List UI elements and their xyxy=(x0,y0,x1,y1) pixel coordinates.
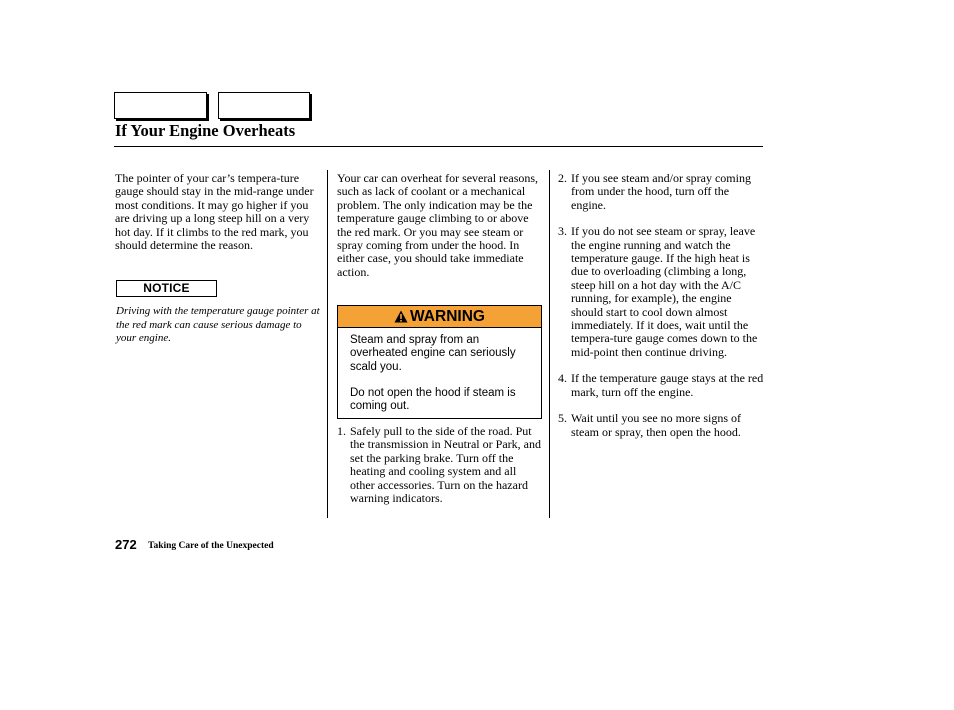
step-number: 4. xyxy=(558,371,567,386)
step-number: 3. xyxy=(558,224,567,239)
column-divider-2 xyxy=(549,170,550,518)
page-number: 272 xyxy=(115,537,137,552)
page-title: If Your Engine Overheats xyxy=(115,121,296,140)
overheat-reasons-paragraph: Your car can overheat for several reasons, such as lack of coolant or a mechanical problem. The only indication may be the temperature gauge climbing to or above the red mark. Or you may see steam or spray coming from under the hood. In either case, you should take immediate action. xyxy=(337,171,539,279)
nav-tab-box-2 xyxy=(218,92,310,119)
step-number: 5. xyxy=(558,411,567,426)
section-name: Taking Care of the Unexpected xyxy=(148,541,274,551)
warning-text-1: Steam and spray from an overheated engine can seriously scald you. xyxy=(350,334,516,373)
step-item xyxy=(558,172,766,212)
column-1 xyxy=(115,172,320,252)
warning-header xyxy=(338,306,541,328)
step-number: 1. xyxy=(337,424,346,438)
step-text: If you do not see steam or spray, leave the engine running and watch the temperature gauge. If the high heat is due to overloading (climbing a long, steep hill on a hot day with the A/C running, for example), the engine should start to cool down almost immediately. If it does, wait until the tempera-ture gauge comes down to the mid-point then continue driving. xyxy=(571,224,758,359)
step-number: 2. xyxy=(558,171,567,185)
warning-triangle-icon xyxy=(394,308,408,329)
step-item xyxy=(558,225,766,359)
step-1-block xyxy=(337,425,542,505)
step-text: Safely pull to the side of the road. Put the transmission in Neutral or Park, and set the parking brake. Turn off the heating and cooling system and all other accessories. Turn on the hazard warning indicators. xyxy=(350,424,541,506)
step-item xyxy=(337,425,542,505)
step-item xyxy=(558,372,766,399)
step-text: If you see steam and/or spray coming from under the hood, turn off the engine. xyxy=(571,171,751,212)
step-text: Wait until you see no more signs of steam or spray, then open the hood. xyxy=(571,411,742,439)
nav-tab-box-1 xyxy=(114,92,207,119)
column-2 xyxy=(337,172,542,279)
warning-box xyxy=(337,305,542,419)
warning-label: WARNING xyxy=(410,308,485,325)
title-rule xyxy=(114,146,763,147)
step-item xyxy=(558,412,766,439)
notice-text: Driving with the temperature gauge pointer at the red mark can cause serious damage to your engine. xyxy=(116,305,320,344)
notice-label: NOTICE xyxy=(116,280,217,297)
step-text: If the temperature gauge stays at the red mark, turn off the engine. xyxy=(571,371,764,399)
column-3 xyxy=(558,172,766,452)
intro-paragraph: The pointer of your car’s tempera-ture gauge should stay in the mid-range under most conditions. It may go higher if you are driving up a long steep hill on a very hot day. If it climbs to the red mark, you should determine the reason. xyxy=(115,171,314,253)
warning-text-2: Do not open the hood if steam is coming out. xyxy=(350,386,516,413)
column-divider-1 xyxy=(327,170,328,518)
